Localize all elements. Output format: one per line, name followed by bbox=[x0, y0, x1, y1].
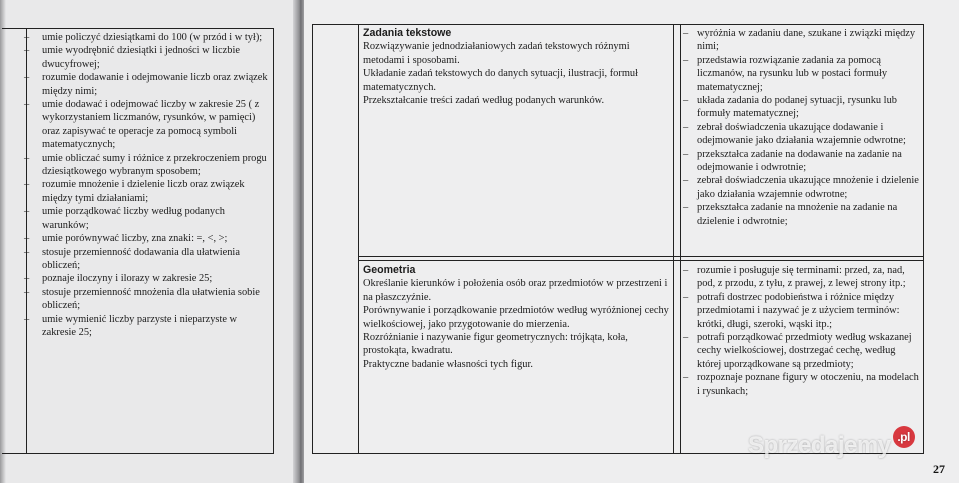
section-geometria-outcomes bbox=[683, 264, 919, 398]
list-item: – stosuje przemienność dodawania dla ułatwienia obliczeń; bbox=[26, 246, 270, 273]
row-divider-inner bbox=[358, 260, 923, 261]
list-item: – rozumie dodawanie i odejmowanie liczb oraz związek między nimi; bbox=[26, 71, 270, 98]
watermark bbox=[748, 432, 915, 460]
list-item: – umie wymienić liczby parzyste i nieparzyste w zakresie 25; bbox=[26, 313, 270, 340]
section-zadania-outcomes bbox=[683, 27, 919, 228]
watermark-text: Sprzedajemy bbox=[748, 432, 891, 459]
list-item: – przekształca zadanie na dodawanie na zadanie na odejmowanie i odwrotnie; bbox=[683, 148, 919, 175]
content-paragraph: Przekształcanie treści zadań według podanych warunków. bbox=[363, 95, 605, 107]
content-paragraph: Układanie zadań tekstowych do danych sytuacji, ilustracji, formuł matematycznych. bbox=[363, 68, 638, 93]
list-item: – poznaje iloczyny i ilorazy w zakresie 25; bbox=[26, 272, 270, 285]
list-item: – zebrał doświadczenia ukazujące mnożenie i dzielenie jako działania wzajemnie odwrotne; bbox=[683, 174, 919, 201]
list-item: – rozumie i posługuje się terminami: przed, za, nad, pod, z przodu, z tyłu, z prawej, z lewej strony itp.; bbox=[683, 264, 919, 291]
section-geometria-content bbox=[363, 264, 669, 371]
content-paragraph: Praktyczne badanie własności tych figur. bbox=[363, 358, 533, 370]
list-item: – umie porządkować liczby według podanych warunków; bbox=[26, 205, 270, 232]
list-item: – umie porównywać liczby, zna znaki: =, <, >; bbox=[26, 232, 270, 245]
content-paragraph: Porównywanie i porządkowanie przedmiotów według wyróżnionej cechy wielkościowej, jako przygotowanie do mierzenia. bbox=[363, 305, 669, 330]
column-divider-1 bbox=[358, 25, 359, 453]
content-paragraph: Określanie kierunków i położenia osób oraz przedmiotów w przestrzeni i na płaszczyźnie. bbox=[363, 278, 668, 303]
list-item: – rozpoznaje poznane figury w otoczeniu, na modelach i rysunkach; bbox=[683, 371, 919, 398]
list-item: – stosuje przemienność mnożenia dla ułatwienia sobie obliczeń; bbox=[26, 286, 270, 313]
left-table bbox=[2, 28, 274, 454]
content-paragraph: Rozwiązywanie jednodziałaniowych zadań tekstowych różnymi metodami i sposobami. bbox=[363, 41, 630, 66]
list-item: – wyróżnia w zadaniu dane, szukane i związki między nimi; bbox=[683, 27, 919, 54]
list-item: – zebrał doświadczenia ukazujące dodawanie i odejmowanie jako działania wzajemnie odwrotne; bbox=[683, 121, 919, 148]
left-outcomes-list bbox=[26, 31, 270, 339]
right-table bbox=[312, 24, 924, 454]
section-heading: Geometria bbox=[363, 264, 416, 276]
row-divider bbox=[358, 256, 923, 257]
column-divider-2 bbox=[673, 25, 674, 453]
list-item: – przedstawia rozwiązanie zadania za pomocą liczmanów, na rysunku lub w postaci formuły matematycznej; bbox=[683, 54, 919, 94]
column-divider-3 bbox=[680, 25, 681, 453]
left-page bbox=[0, 0, 296, 483]
list-item: – potrafi porządkować przedmioty według wskazanej cechy wielkościowej, dostrzegać cechę, według której uporządkowane są przedmioty; bbox=[683, 331, 919, 371]
list-item: – przekształca zadanie na mnożenie na zadanie na dzielenie i odwrotnie; bbox=[683, 201, 919, 228]
watermark-badge: .pl bbox=[893, 426, 915, 448]
list-item: – rozumie mnożenie i dzielenie liczb oraz związek między tymi działaniami; bbox=[26, 178, 270, 205]
list-item: – umie obliczać sumy i różnice z przekroczeniem progu dziesiątkowego wybranym sposobem; bbox=[26, 152, 270, 179]
section-heading: Zadania tekstowe bbox=[363, 27, 452, 39]
content-paragraph: Rozróżnianie i nazywanie figur geometrycznych: trójkąta, koła, prostokąta, kwadratu. bbox=[363, 332, 628, 357]
list-item: – układa zadania do podanej sytuacji, rysunku lub formuły matematycznej; bbox=[683, 94, 919, 121]
list-item: – potrafi dostrzec podobieństwa i różnice między przedmiotami i nazywać je z użyciem terminów: krótki, długi, szeroki, wąski itp.; bbox=[683, 291, 919, 331]
list-item: – umie wyodrębnić dziesiątki i jedności w liczbie dwucyfrowej; bbox=[26, 44, 270, 71]
list-item: – umie dodawać i odejmować liczby w zakresie 25 ( z wykorzystaniem liczmanów, rysunków, w pamięci) oraz zapisywać te operacje za pomocą symboli matematycznych; bbox=[26, 98, 270, 152]
page-number: 27 bbox=[933, 462, 945, 476]
section-zadania-content bbox=[363, 27, 669, 107]
list-item: – umie policzyć dziesiątkami do 100 (w przód i w tył); bbox=[26, 31, 270, 44]
